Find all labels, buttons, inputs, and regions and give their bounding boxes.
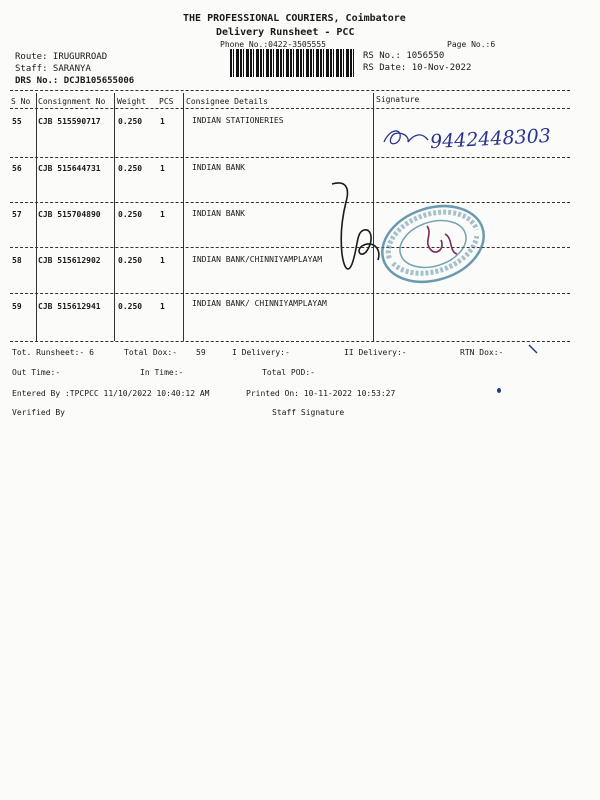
printed-on: Printed On: 10-11-2022 10:53:27 [246,389,396,398]
row-pcs: 1 [160,117,165,126]
divider [10,341,570,342]
row-weight: 0.250 [118,302,143,311]
row-divider [10,202,570,203]
total-dox-value: 59 [196,348,206,357]
row-pcs: 1 [160,164,165,173]
row-divider [10,157,570,158]
staff-signature: Staff Signature [272,408,345,417]
divider [10,90,570,91]
row-weight: 0.250 [118,164,143,173]
rs-number: RS No.: 1056550 [363,51,445,61]
ii-delivery: II Delivery:- [344,348,407,357]
in-time: In Time:- [140,368,184,377]
out-time: Out Time:- [12,368,61,377]
header-pcs: PCS [159,97,174,106]
header-weight: Weight [117,97,146,106]
row-consignment: CJB 515612902 [38,256,101,265]
header-consignment: Consignment No [38,97,106,106]
divider [10,108,570,109]
row-consignee: INDIAN BANK/ CHINNIYAMPLAYAM [192,299,327,308]
row-pcs: 1 [160,256,165,265]
phone-number: Phone No.:0422-3505555 [220,40,326,49]
row-consignee: INDIAN STATIONERIES [192,116,284,125]
header-signature: Signature [376,95,420,104]
ink-dot [497,388,501,393]
rtn-dox: RTN Dox:- [460,348,504,357]
row-consignment: CJB 515704890 [38,210,101,219]
row-sno: 59 [12,302,22,311]
row-consignee: INDIAN BANK [192,163,245,172]
staff: Staff: SARANYA [15,64,91,74]
column-divider [114,93,115,341]
row-consignment: CJB 515612941 [38,302,101,311]
verified-by: Verified By [12,408,65,417]
row-consignee: INDIAN BANK/CHINNIYAMPLAYAM [192,255,323,264]
handwritten-phone-number: 9442448303 [429,124,552,154]
row-pcs: 1 [160,302,165,311]
ink-mark [527,343,541,357]
total-runsheet: Tot. Runsheet:- 6 [12,348,94,357]
row-sno: 56 [12,164,22,173]
row-divider [10,293,570,294]
document-title: Delivery Runsheet - PCC [216,27,355,38]
header-sno: S No [11,97,31,106]
row-consignment: CJB 515590717 [38,117,101,126]
rs-date: RS Date: 10-Nov-2022 [363,63,472,73]
row-weight: 0.250 [118,210,143,219]
row-weight: 0.250 [118,256,143,265]
handwritten-signature-mark [378,124,433,154]
entered-by: Entered By :TPCPCC 11/10/2022 10:40:12 AM [12,389,210,398]
i-delivery: I Delivery:- [232,348,290,357]
drs-number: DRS No.: DCJB105655006 [15,76,135,86]
page-number: Page No.:6 [447,40,496,49]
row-sno: 58 [12,256,22,265]
total-dox-label: Total Dox:- [124,348,177,357]
row-consignee: INDIAN BANK [192,209,245,218]
row-weight: 0.250 [118,117,143,126]
column-divider [183,93,184,341]
route: Route: IRUGURROAD [15,52,108,62]
row-sno: 55 [12,117,22,126]
header-consignee: Consignee Details [186,97,268,106]
company-name: THE PROFESSIONAL COURIERS, Coimbatore [183,13,406,24]
row-sno: 57 [12,210,22,219]
row-pcs: 1 [160,210,165,219]
row-consignment: CJB 515644731 [38,164,101,173]
bank-stamp [375,204,490,284]
barcode [230,49,356,77]
total-pod: Total POD:- [262,368,315,377]
column-divider [36,93,37,341]
